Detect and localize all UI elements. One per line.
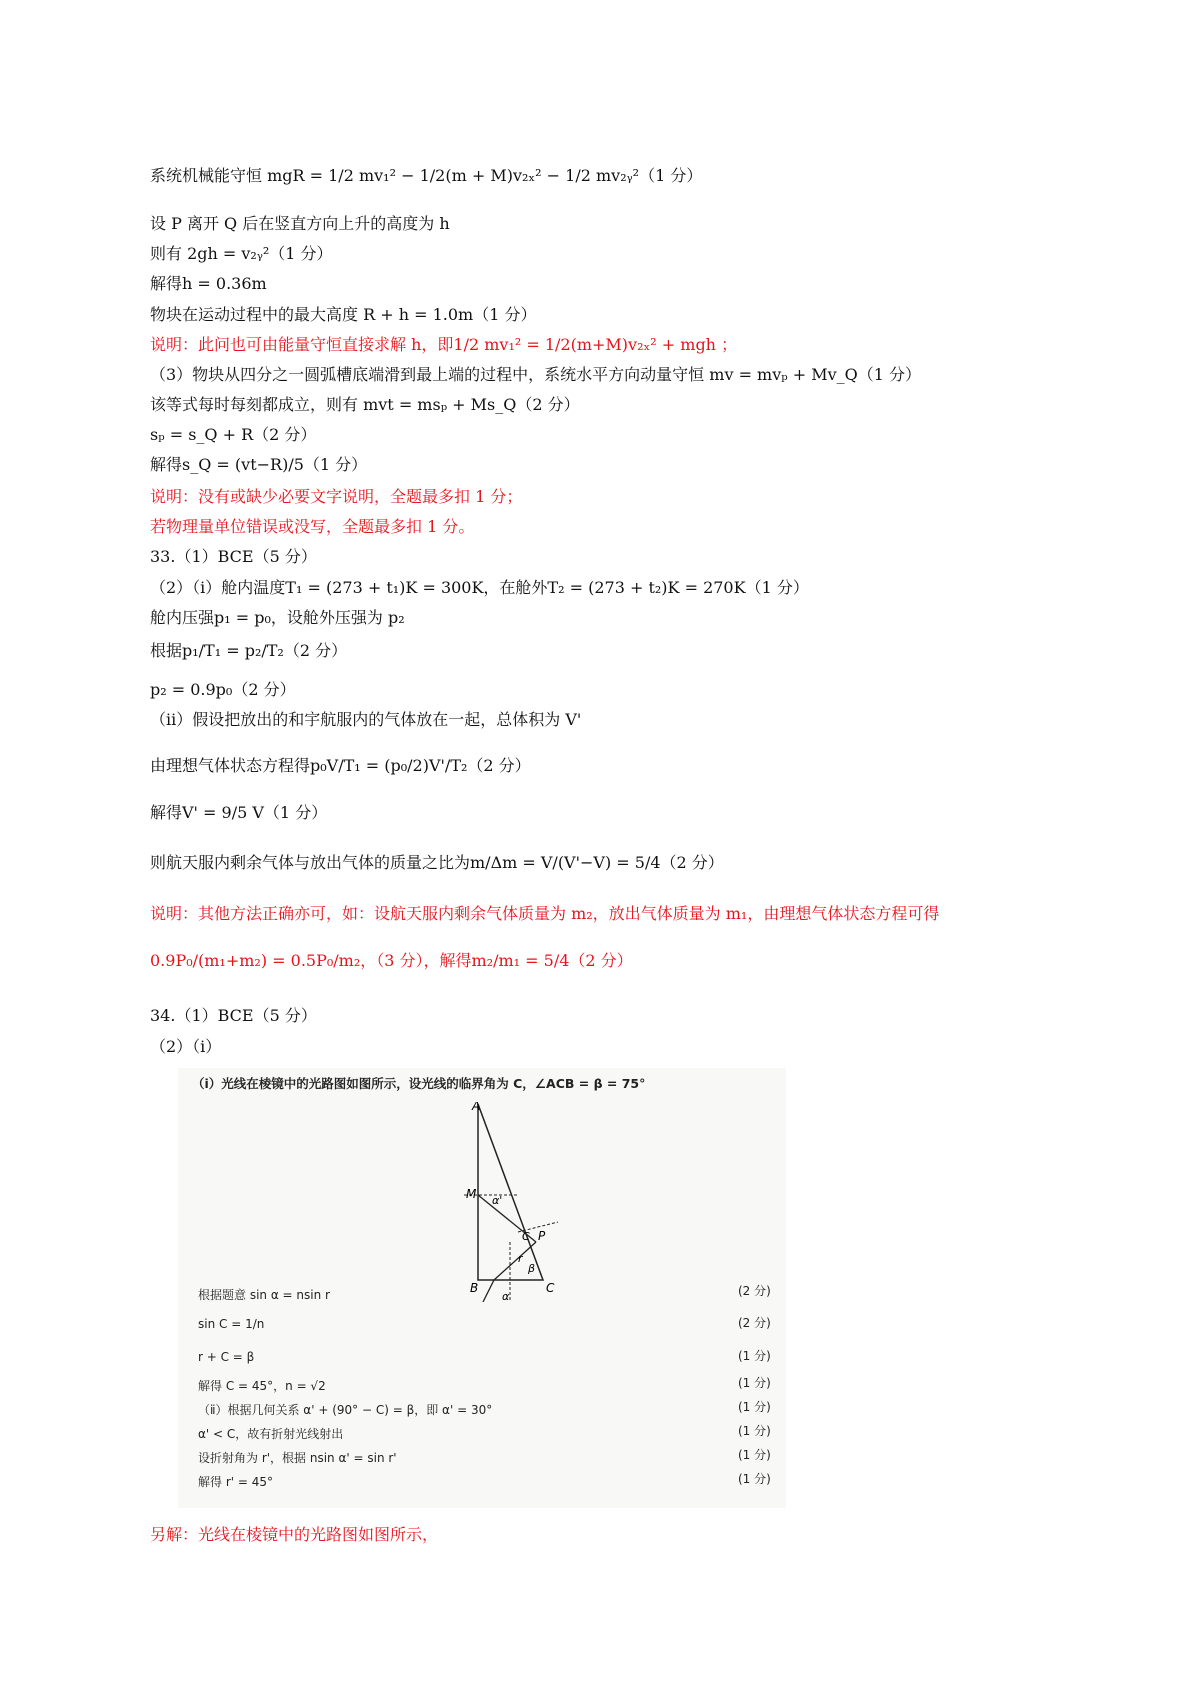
scan-row: 设折射角为 r'，根据 nsin α' = sin r' [198,1451,397,1465]
scan-row: 解得 C = 45°，n = √2 [198,1379,326,1393]
text-line: 则有 2gh = v₂ᵧ²（1 分） [150,244,333,263]
scan-row: r + C = β [198,1350,255,1364]
scan-points: (2 分) [738,1284,771,1298]
label-B: B [470,1281,479,1295]
text-line: （2）（i）舱内温度T₁ = (273 + t₁)K = 300K，在舱外T₂ = (273 + t₂)K = 270K（1 分） [150,578,809,597]
question-34-heading: 34.（1）BCE（5 分） [150,1006,317,1025]
text-line: （3）物块从四分之一圆弧槽底端滑到最上端的过程中，系统水平方向动量守恒 mv = mvₚ + Mv_Q（1 分） [150,365,922,384]
scan-row: 解得 r' = 45° [198,1475,274,1489]
text-line: 解得s_Q = (vt−R)/5（1 分） [150,455,368,474]
text-line: 则航天服内剩余气体与放出气体的质量之比为m/Δm = V/(V'−V) = 5/4（2 分） [150,853,724,872]
label-M: M [466,1187,477,1201]
scan-points: (1 分) [738,1400,771,1414]
text-line: 该等式每时每刻都成立，则有 mvt = msₚ + Ms_Q（2 分） [150,395,580,414]
note-line: 若物理量单位错误或没写，全题最多扣 1 分。 [150,517,475,536]
label-r: r [518,1252,523,1265]
scan-points: (1 分) [738,1472,771,1486]
label-alpha: α [502,1290,510,1302]
text-line: 根据p₁/T₁ = p₂/T₂（2 分） [150,641,348,660]
label-alpha-prime: α' [492,1194,503,1207]
text-line: sₚ = s_Q + R（2 分） [150,425,317,444]
note-line: 说明：没有或缺少必要文字说明，全题最多扣 1 分； [150,487,523,506]
text-line: 舱内压强p₁ = p₀，设舱外压强为 p₂ [150,608,405,627]
scanned-solution [178,1068,786,1508]
text-line: 设 P 离开 Q 后在竖直方向上升的高度为 h [150,214,450,233]
scan-points: (2 分) [738,1316,771,1330]
text-line: （ii）假设把放出的和宇航服内的气体放在一起，总体积为 V' [150,710,582,729]
scan-points: (1 分) [738,1424,771,1438]
label-C-small: C [522,1230,530,1243]
scan-row: sin C = 1/n [198,1317,265,1331]
question-33-heading: 33.（1）BCE（5 分） [150,547,317,566]
text-line: p₂ = 0.9p₀（2 分） [150,680,296,699]
text-line: 解得h = 0.36m [150,274,267,293]
text-line: （2）（i） [150,1037,222,1056]
label-C: C [546,1281,555,1295]
note-line: 0.9P₀/(m₁+m₂) = 0.5P₀/m₂，（3 分），解得m₂/m₁ = 5/4（2 分） [150,951,633,970]
label-A: A [472,1102,481,1113]
scan-row: （ⅱ）根据几何关系 α' + (90° − C) = β，即 α' = 30° [198,1403,493,1417]
scan-points: (1 分) [738,1349,771,1363]
scan-points: (1 分) [738,1376,771,1390]
text-line: 解得V' = 9/5 V（1 分） [150,803,328,822]
label-P: P [538,1229,546,1243]
note-line: 说明：此问也可由能量守恒直接求解 h，即1/2 mv₁² = 1/2(m+M)v₂ₓ² + mgh ； [150,335,738,354]
scan-points: (1 分) [738,1448,771,1462]
scan-row: α' < C，故有折射光线射出 [198,1427,344,1441]
alt-solution-line: 另解：光线在棱镜中的光路图如图所示， [150,1525,439,1544]
text-line: 物块在运动过程中的最大高度 R + h = 1.0m（1 分） [150,305,537,324]
label-beta: β [528,1262,536,1275]
note-line: 说明：其他方法正确亦可，如：设航天服内剩余气体质量为 m₂，放出气体质量为 m₁，由理想气体状态方程可得 [150,904,940,923]
scan-header: （ⅰ）光线在棱镜中的光路图如图所示，设光线的临界角为 C，∠ACB = β = 75° [192,1076,646,1091]
text-line: 由理想气体状态方程得p₀V/T₁ = (p₀/2)V'/T₂（2 分） [150,756,531,775]
prism-ray-diagram [448,1102,598,1302]
text-line: 系统机械能守恒 mgR = 1/2 mv₁² − 1/2(m + M)v₂ₓ² − 1/2 mv₂ᵧ²（1 分） [150,166,703,185]
scan-row: 根据题意 sin α = nsin r [198,1288,330,1302]
